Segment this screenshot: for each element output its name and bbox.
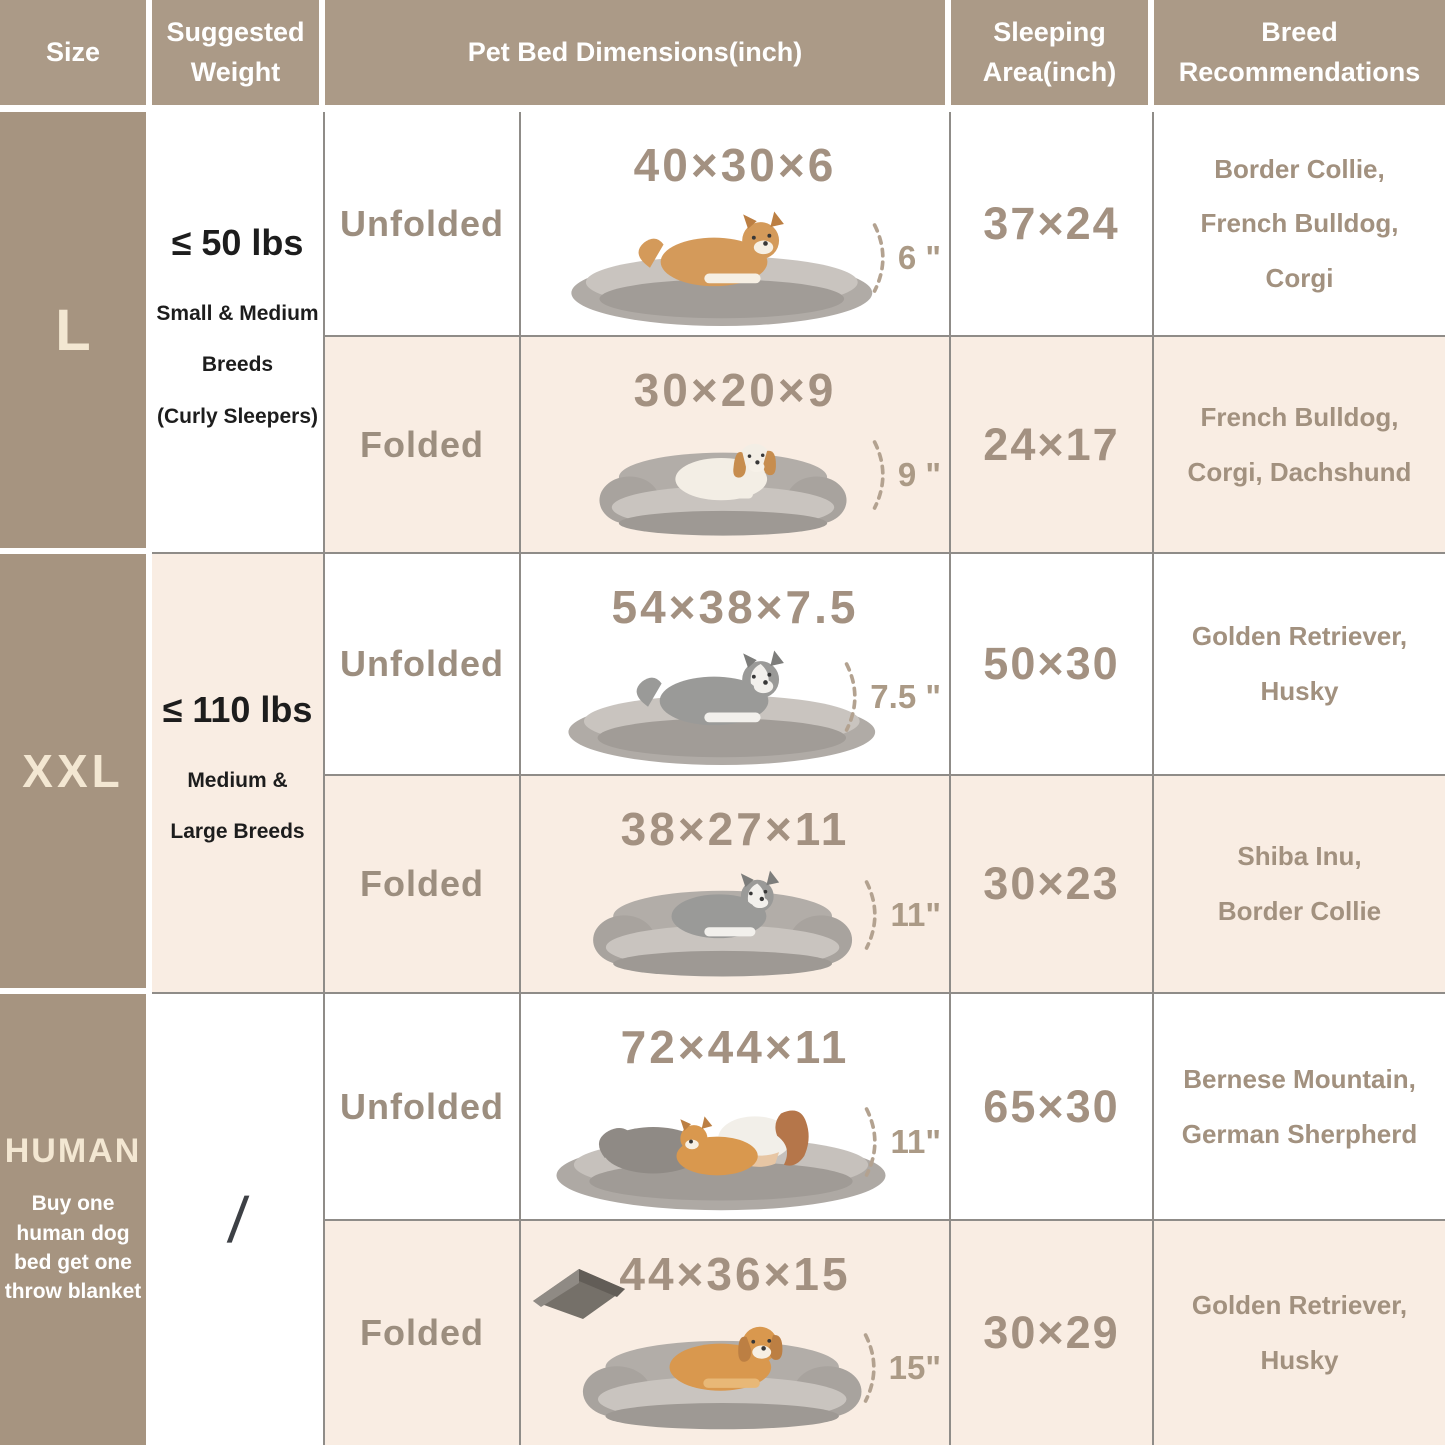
dimensions-value: 54×38×7.5 xyxy=(611,581,859,633)
dimensions-value: 40×30×6 xyxy=(633,139,837,191)
height-value: 6 " xyxy=(897,239,941,276)
dimension-cell-xxl-folded xyxy=(521,776,951,994)
height-annotation xyxy=(862,878,941,952)
dashed-arc-icon xyxy=(861,1331,883,1405)
weight-note-line: (Curly Sleepers) xyxy=(156,404,319,428)
height-value: 9 " xyxy=(897,456,941,493)
flat-bed-shiba-illustration xyxy=(557,185,887,333)
breed-line: Golden Retriever, xyxy=(1191,1290,1408,1321)
height-annotation xyxy=(842,660,941,734)
flat-bed-aussie-illustration xyxy=(557,624,887,772)
header-suggested-weight: Suggested Weight xyxy=(152,0,325,112)
weight-value-l: ≤ 50 lbs xyxy=(171,221,304,263)
breed-line: Corgi xyxy=(1265,262,1334,293)
breeds-human-unfolded xyxy=(1154,994,1445,1221)
dimension-cell-l-folded xyxy=(521,337,951,554)
height-annotation xyxy=(870,438,941,512)
sleeping-area-l-unfolded: 37×24 xyxy=(951,112,1154,337)
breeds-xxl-folded xyxy=(1154,776,1445,994)
height-value: 11" xyxy=(890,1123,941,1160)
weight-note-l xyxy=(156,288,318,442)
breed-line: Bernese Mountain, xyxy=(1183,1063,1416,1094)
sleeping-area-l-folded: 24×17 xyxy=(951,337,1154,554)
fold-label-l-folded: Folded xyxy=(325,337,521,554)
size-label-l: L xyxy=(55,297,91,363)
couch-bed-golden-illustration xyxy=(562,1297,882,1443)
fold-label-xxl-folded: Folded xyxy=(325,776,521,994)
weight-value-xxl: ≤ 110 lbs xyxy=(162,688,313,730)
breed-line: Husky xyxy=(1260,676,1339,706)
breeds-xxl-unfolded xyxy=(1154,554,1445,776)
couch-bed-cavalier-illustration xyxy=(573,410,873,550)
breed-line: French Bulldog, xyxy=(1200,208,1399,239)
dimension-cell-human-unfolded xyxy=(521,994,951,1221)
breed-line: Border Collie, xyxy=(1214,153,1385,184)
fold-label-human-folded: Folded xyxy=(325,1221,521,1445)
breed-line: Golden Retriever, xyxy=(1191,621,1408,652)
breed-line: Shiba Inu, xyxy=(1237,841,1362,872)
dimensions-value: 38×27×11 xyxy=(620,803,850,855)
size-label-human: HUMAN xyxy=(4,1132,142,1171)
couch-bed-aussie-illustration xyxy=(568,848,878,990)
weight-note-line: Breeds xyxy=(201,353,274,377)
fold-label-xxl-unfolded: Unfolded xyxy=(325,554,521,776)
header-dimensions: Pet Bed Dimensions(inch) xyxy=(325,0,951,112)
height-value: 11" xyxy=(890,896,941,933)
breed-line: French Bulldog, xyxy=(1200,401,1399,432)
header-size: Size xyxy=(0,0,152,112)
breed-line: German Sherpherd xyxy=(1181,1118,1418,1149)
header-breed-recommendations: Breed Recommendations xyxy=(1154,0,1445,112)
sleeping-area-xxl-folded: 30×23 xyxy=(951,776,1154,994)
size-note-human: Buy one human dog bed get one throw blanket xyxy=(4,1192,142,1304)
breeds-l-unfolded xyxy=(1154,112,1445,337)
dimension-cell-xxl-unfolded xyxy=(521,554,951,776)
breed-line: Border Collie xyxy=(1217,896,1382,926)
human-bed-woman-dog-illustration xyxy=(546,1067,896,1217)
size-cell-human xyxy=(0,994,152,1445)
fold-label-l-unfolded: Unfolded xyxy=(325,112,521,337)
dimension-cell-l-unfolded xyxy=(521,112,951,337)
dashed-arc-icon xyxy=(862,1105,884,1179)
dashed-arc-icon xyxy=(870,438,892,512)
dimensions-value: 72×44×11 xyxy=(620,1021,850,1073)
dimension-cell-human-folded xyxy=(521,1221,951,1445)
height-annotation xyxy=(861,1331,941,1405)
dashed-arc-icon xyxy=(870,221,892,295)
weight-cell-xxl xyxy=(152,554,325,994)
height-annotation xyxy=(862,1105,941,1179)
dashed-arc-icon xyxy=(862,878,884,952)
weight-note-line: Small & Medium xyxy=(156,301,319,325)
breeds-human-folded xyxy=(1154,1221,1445,1445)
weight-cell-l xyxy=(152,112,325,554)
size-cell-xxl xyxy=(0,554,152,994)
weight-note-line: Medium & xyxy=(187,768,288,792)
header-sleeping-area: Sleeping Area(inch) xyxy=(951,0,1154,112)
height-annotation xyxy=(870,221,941,295)
breed-line: Husky xyxy=(1260,1345,1339,1375)
dimensions-value: 30×20×9 xyxy=(633,364,837,416)
height-value: 15" xyxy=(888,1349,941,1386)
sleeping-area-xxl-unfolded: 50×30 xyxy=(951,554,1154,776)
weight-cell-human xyxy=(152,994,325,1445)
breed-line: Corgi, Dachshund xyxy=(1187,456,1412,487)
height-value: 7.5 " xyxy=(870,678,941,715)
fold-label-human-unfolded: Unfolded xyxy=(325,994,521,1221)
size-cell-l xyxy=(0,112,152,554)
weight-note-line: Large Breeds xyxy=(170,820,305,843)
breeds-l-folded xyxy=(1154,337,1445,554)
weight-value-slash: / xyxy=(224,1183,251,1256)
weight-note-xxl xyxy=(170,755,304,858)
dashed-arc-icon xyxy=(842,660,864,734)
dimensions-value: 44×36×15 xyxy=(619,1248,851,1300)
sleeping-area-human-folded: 30×29 xyxy=(951,1221,1154,1445)
sleeping-area-human-unfolded: 65×30 xyxy=(951,994,1154,1221)
size-label-xxl: XXL xyxy=(22,745,124,797)
